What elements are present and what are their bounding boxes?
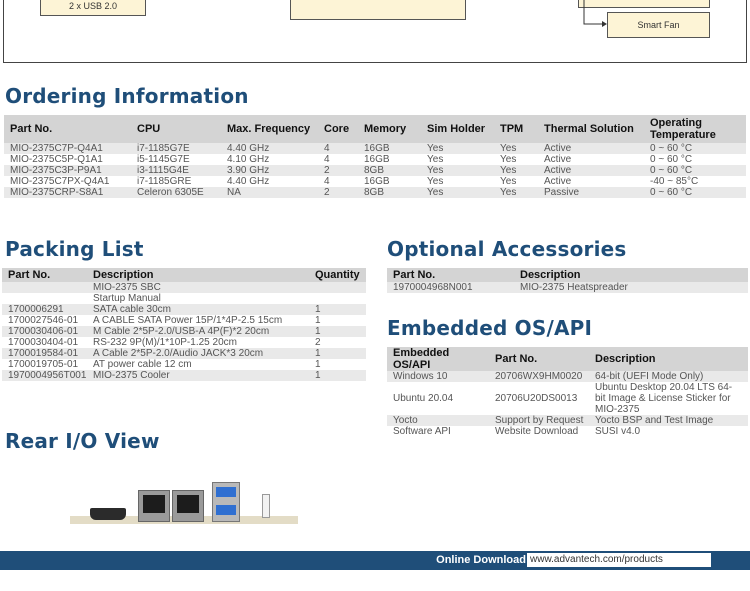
table-cell: 20706U20DS0013	[489, 382, 589, 415]
table-cell: Yocto BSP and Test Image	[589, 415, 748, 426]
table-cell: A CABLE SATA Power 15P/1*4P-2.5 15cm	[87, 315, 309, 326]
table-row	[387, 415, 748, 426]
table-cell: Active	[538, 143, 644, 154]
table-row	[2, 304, 366, 315]
table-row	[387, 282, 748, 293]
table-cell: 4.40 GHz	[221, 143, 318, 154]
table-cell: Software API	[387, 426, 489, 437]
table-cell	[2, 293, 87, 304]
column-header: Thermal Solution	[538, 115, 644, 143]
usb-port-icon	[212, 482, 240, 522]
table-cell: Startup Manual	[87, 293, 309, 304]
table-cell: 0 ~ 60 °C	[644, 187, 746, 198]
ordering-table	[4, 115, 746, 198]
footer-bar	[0, 551, 750, 570]
table-cell: Passive	[538, 187, 644, 198]
table-cell: Support by Request	[489, 415, 589, 426]
accessories-table	[387, 268, 748, 293]
table-cell: 0 ~ 60 °C	[644, 143, 746, 154]
table-cell: Yes	[494, 143, 538, 154]
usb-label: 2 x USB 2.0	[68, 1, 118, 11]
column-header: Max. Frequency	[221, 115, 318, 143]
table-cell: 20706WX9HM0020	[489, 371, 589, 382]
ordering-title: Ordering Information	[5, 84, 249, 108]
column-header: Description	[514, 268, 748, 282]
table-cell: 1	[309, 304, 366, 315]
table-cell: MIO-2375 Heatspreader	[514, 282, 748, 293]
table-cell: Ubuntu 20.04	[387, 382, 489, 415]
table-cell: 2	[318, 165, 358, 176]
table-cell: 4	[318, 143, 358, 154]
table-cell: 8GB	[358, 187, 421, 198]
table-cell: Active	[538, 176, 644, 187]
os-table	[387, 347, 748, 437]
table-row	[2, 282, 366, 293]
table-cell: 16GB	[358, 143, 421, 154]
column-header: Description	[589, 347, 748, 371]
table-cell: AT power cable 12 cm	[87, 359, 309, 370]
table-cell: MIO-2375CRP-S8A1	[4, 187, 131, 198]
table-cell: Yes	[421, 176, 494, 187]
table-cell: 16GB	[358, 154, 421, 165]
table-cell: SUSI v4.0	[589, 426, 748, 437]
chipset-box	[290, 0, 466, 20]
table-cell: i3-1115G4E	[131, 165, 221, 176]
table-cell: Active	[538, 154, 644, 165]
table-cell: 4.40 GHz	[221, 176, 318, 187]
table-row	[4, 154, 746, 165]
table-row	[2, 370, 366, 381]
table-cell: MIO-2375 SBC	[87, 282, 309, 293]
table-cell: 1970004968N001	[387, 282, 514, 293]
table-cell: SATA cable 30cm	[87, 304, 309, 315]
table-cell: 1	[309, 315, 366, 326]
table-row	[2, 337, 366, 348]
table-cell: 0 ~ 60 °C	[644, 165, 746, 176]
rear-io-image	[70, 478, 298, 526]
table-cell: MIO-2375C7P-Q4A1	[4, 143, 131, 154]
table-cell: 1700006291	[2, 304, 87, 315]
smart-fan-box	[607, 12, 710, 38]
table-cell: 1700030404-01	[2, 337, 87, 348]
table-cell: Website Download	[489, 426, 589, 437]
table-cell: 1700019705-01	[2, 359, 87, 370]
table-cell: RS-232 9P(M)/1*10P-1.25 20cm	[87, 337, 309, 348]
usb-box	[40, 0, 146, 16]
column-header: Description	[87, 268, 309, 282]
table-cell: 2	[309, 337, 366, 348]
table-cell: 1	[309, 370, 366, 381]
table-row	[2, 348, 366, 359]
packing-table	[2, 268, 366, 381]
table-cell: Yocto	[387, 415, 489, 426]
column-header: Part No.	[2, 268, 87, 282]
column-header: TPM	[494, 115, 538, 143]
column-header: CPU	[131, 115, 221, 143]
online-download-label: Online Download	[436, 554, 526, 566]
table-cell: 2	[318, 187, 358, 198]
table-cell: 1700030406-01	[2, 326, 87, 337]
hdmi-port-icon	[90, 508, 126, 520]
table-cell: NA	[221, 187, 318, 198]
table-cell: 4.10 GHz	[221, 154, 318, 165]
accessories-title: Optional Accessories	[387, 237, 627, 261]
column-header: Operating Temperature	[644, 115, 746, 143]
table-cell: -40 ~ 85°C	[644, 176, 746, 187]
table-row	[387, 382, 748, 415]
table-cell: 3.90 GHz	[221, 165, 318, 176]
column-header: Embedded OS/API	[387, 347, 489, 371]
table-row	[2, 359, 366, 370]
table-cell: Ubuntu Desktop 20.04 LTS 64-bit Image & License Sticker for MIO-2375	[589, 382, 748, 415]
table-cell: Yes	[494, 165, 538, 176]
table-row	[2, 326, 366, 337]
table-cell: 1	[309, 359, 366, 370]
table-cell: Yes	[421, 143, 494, 154]
table-cell: 1970004956T001	[2, 370, 87, 381]
os-title: Embedded OS/API	[387, 316, 593, 340]
table-cell: 8GB	[358, 165, 421, 176]
table-cell: 1	[309, 326, 366, 337]
column-header: Memory	[358, 115, 421, 143]
smart-fan-label: Smart Fan	[637, 20, 680, 30]
table-cell	[309, 293, 366, 304]
table-cell	[309, 282, 366, 293]
table-cell: Celeron 6305E	[131, 187, 221, 198]
table-cell: i7-1185GRE	[131, 176, 221, 187]
column-header: Part No.	[4, 115, 131, 143]
table-cell: 1700019584-01	[2, 348, 87, 359]
table-cell: A Cable 2*5P-2.0/Audio JACK*3 20cm	[87, 348, 309, 359]
table-cell: Yes	[421, 187, 494, 198]
table-cell: Windows 10	[387, 371, 489, 382]
table-cell: M Cable 2*5P-2.0/USB-A 4P(F)*2 20cm	[87, 326, 309, 337]
table-cell: Yes	[494, 187, 538, 198]
diagram-connector	[580, 0, 610, 40]
table-row	[387, 426, 748, 437]
table-cell: MIO-2375C3P-P9A1	[4, 165, 131, 176]
power-connector-icon	[262, 494, 270, 518]
lan-port-icon	[138, 490, 170, 522]
table-cell: 4	[318, 176, 358, 187]
table-row	[4, 187, 746, 198]
table-cell: Yes	[421, 154, 494, 165]
lan-port-icon	[172, 490, 204, 522]
packing-title: Packing List	[5, 237, 144, 261]
table-cell: i5-1145G7E	[131, 154, 221, 165]
table-cell: 1700027546-01	[2, 315, 87, 326]
column-header: Part No.	[387, 268, 514, 282]
table-cell: Yes	[494, 176, 538, 187]
table-cell: 0 ~ 60 °C	[644, 154, 746, 165]
table-cell: i7-1185G7E	[131, 143, 221, 154]
table-row	[4, 165, 746, 176]
table-cell: Active	[538, 165, 644, 176]
rear-io-title: Rear I/O View	[5, 429, 160, 453]
table-cell: MIO-2375C5P-Q1A1	[4, 154, 131, 165]
table-cell: MIO-2375 Cooler	[87, 370, 309, 381]
table-row	[4, 176, 746, 187]
table-cell: 64-bit (UEFI Mode Only)	[589, 371, 748, 382]
table-cell: 4	[318, 154, 358, 165]
table-cell: Yes	[421, 165, 494, 176]
column-header: Core	[318, 115, 358, 143]
table-row	[4, 143, 746, 154]
table-cell: 1	[309, 348, 366, 359]
table-cell	[2, 282, 87, 293]
column-header: Quantity	[309, 268, 366, 282]
table-cell: MIO-2375C7PX-Q4A1	[4, 176, 131, 187]
website-url-link[interactable]: www.advantech.com/products	[527, 553, 711, 567]
column-header: Sim Holder	[421, 115, 494, 143]
table-cell: Yes	[494, 154, 538, 165]
table-cell: 16GB	[358, 176, 421, 187]
table-row	[2, 315, 366, 326]
column-header: Part No.	[489, 347, 589, 371]
table-row	[387, 371, 748, 382]
table-row	[2, 293, 366, 304]
